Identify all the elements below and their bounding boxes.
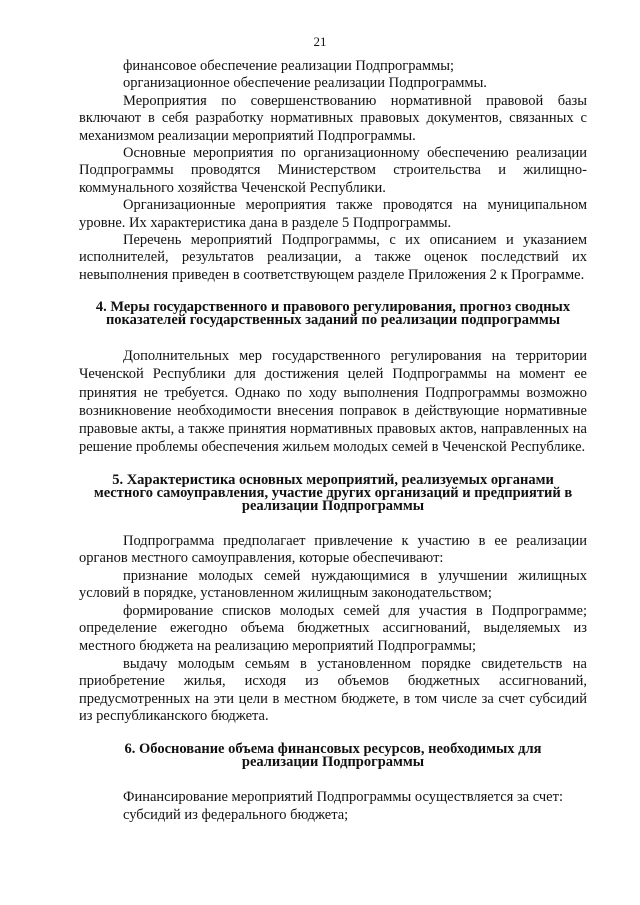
paragraph: Финансирование мероприятий Подпрограммы осуществляется за счет:	[123, 789, 563, 806]
section-4	[79, 301, 587, 456]
section-5-heading: 5. Характеристика основных мероприятий, реализуемых органами местного самоуправления, участие других организаций и предприятий в реализации Подпрограммы	[93, 471, 573, 514]
section-5	[79, 471, 587, 727]
paragraph: выдачу молодым семьям в установленном порядке свидетельств на приобретение жилья, исходя из объемов бюджетных ассигнований, предусмотренных на эти цели в местном бюджете, в том числе за счет субсидий из республиканского бюджета.	[79, 655, 587, 725]
section-4-heading: 4. Меры государственного и правового регулирования, прогноз сводных показателей государственных заданий по реализации подпрограммы	[95, 299, 571, 329]
paragraph: субсидий из федерального бюджета;	[123, 806, 349, 823]
paragraph: формирование списков молодых семей для участия в Подпрограмме; определение ежегодно объема бюджетных ассигнований, выделяемых из местного бюджета на реализацию мероприятий Подпрограммы;	[79, 602, 587, 655]
section-6	[79, 743, 587, 824]
paragraph: организационное обеспечение реализации Подпрограммы.	[123, 75, 487, 92]
paragraph: Мероприятия по совершенствованию нормативной правовой базы включают в себя разработку нормативных правовых документов, связанных с механизмом реализации мероприятий Подпрограммы.	[79, 92, 587, 144]
paragraph: Перечень мероприятий Подпрограммы, с их описанием и указанием исполнителей, результатов реализации, а также оценок последствий их невыполнения приведен в соответствующем разделе Приложения 2 к Программе.	[79, 232, 587, 283]
intro-block	[79, 58, 587, 284]
paragraph: Основные мероприятия по организационному обеспечению реализации Подпрограммы проводятся Министерством строительства и жилищно-коммунального хозяйства Чеченской Республики.	[79, 145, 587, 196]
page-number: 21	[313, 34, 327, 49]
paragraph: признание молодых семей нуждающимися в улучшении жилищных условий в порядке, установленном жилищным законодательством;	[79, 567, 587, 602]
document-body	[79, 58, 587, 824]
section-6-heading: 6. Обоснование объема финансовых ресурсов, необходимых для реализации Подпрограммы	[124, 741, 542, 771]
paragraph: Организационные мероприятия также проводятся на муниципальном уровне. Их характеристика дана в разделе 5 Подпрограммы.	[79, 197, 587, 231]
paragraph: Дополнительных мер государственного регулирования на территории Чеченской Республики для достижения целей Подпрограммы на момент ее принятия не требуется. Однако по ходу выполнения Подпрограммы возможно возникновение необходимости внесения поправок в действующие нормативные правовые акты, а также принятия нормативных правовых актов, направленных на решение проблемы обеспечения жильем молодых семей в Чеченской Республике.	[79, 348, 587, 456]
paragraph: Подпрограмма предполагает привлечение к участию в ее реализации органов местного самоуправления, которые обеспечивают:	[79, 532, 587, 567]
paragraph: финансовое обеспечение реализации Подпрограммы;	[123, 58, 455, 74]
